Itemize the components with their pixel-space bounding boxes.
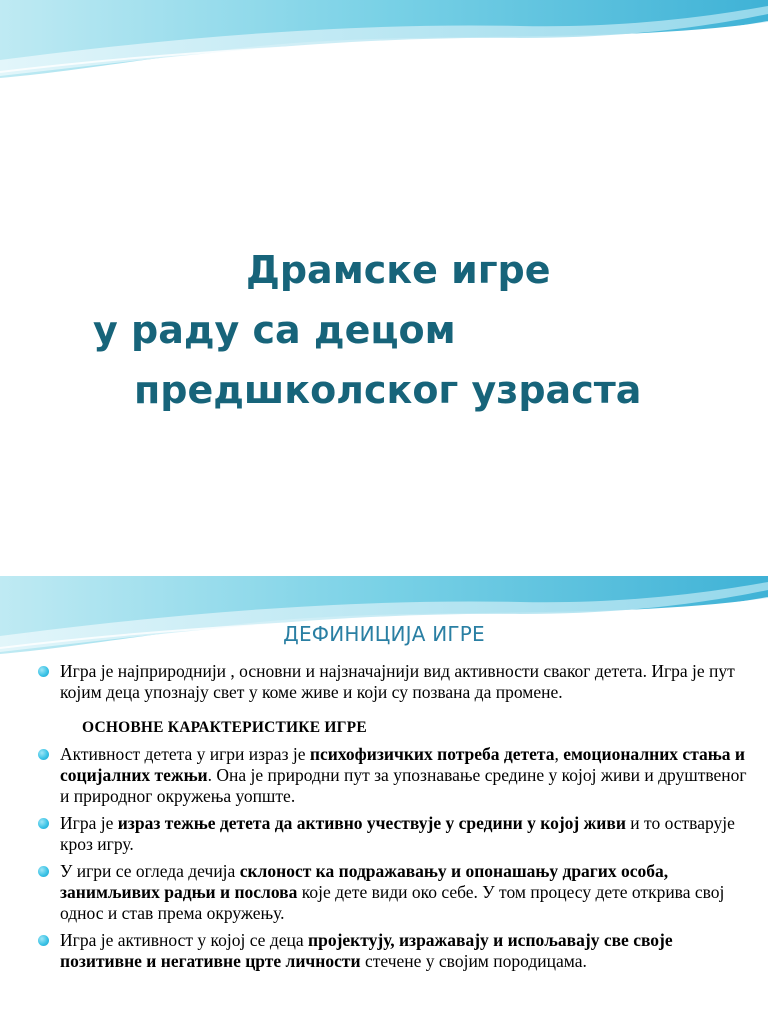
bullet-list bbox=[60, 661, 750, 978]
bullet-icon bbox=[38, 866, 49, 877]
list-item: Игра је израз тежње детета да активно учествује у средини у којој живи и то остварује кроз игру. bbox=[60, 813, 750, 855]
wave-decoration-top bbox=[0, 576, 768, 666]
wave-decoration-top bbox=[0, 0, 768, 90]
list-item: Игра је најприроднији , основни и најзначајнији вид активности сваког детета. Игра је пут којим деца упознају свет у коме живе и који су позвана да промене. bbox=[60, 661, 750, 703]
list-item: Активност детета у игри израз је психофизичких потреба детета, емоционалних стања и социјалних тежњи. Она је природни пут за упознавање средине у којој живи и друштвеног и природног окружења уопште. bbox=[60, 744, 750, 807]
list-item: У игри се огледа дечија склоност ка подражавању и опонашању драгих особа, занимљивих радњи и послова које дете види око себе. У том процесу дете открива свој однос и став према окружењу. bbox=[60, 861, 750, 924]
bullet-icon bbox=[38, 818, 49, 829]
bullet-icon bbox=[38, 666, 49, 677]
list-item: Игра је активност у којој се деца пројектују, изражавају и испољавају све своје позитивне и негативне црте личности стечене у својим породицама. bbox=[60, 930, 750, 972]
subheading: ОСНОВНЕ КАРАКТЕРИСТИКЕ ИГРЕ bbox=[82, 719, 367, 736]
bullet-icon bbox=[38, 935, 49, 946]
title-line-3: предшколског узраста bbox=[134, 368, 642, 412]
definition-slide bbox=[0, 576, 768, 1024]
title-line-2: у раду са децом bbox=[93, 308, 456, 352]
bullet-icon bbox=[38, 749, 49, 760]
slide-heading: ДЕФИНИЦИЈА ИГРЕ bbox=[283, 622, 485, 646]
title-line-1: Драмске игре bbox=[246, 248, 551, 292]
